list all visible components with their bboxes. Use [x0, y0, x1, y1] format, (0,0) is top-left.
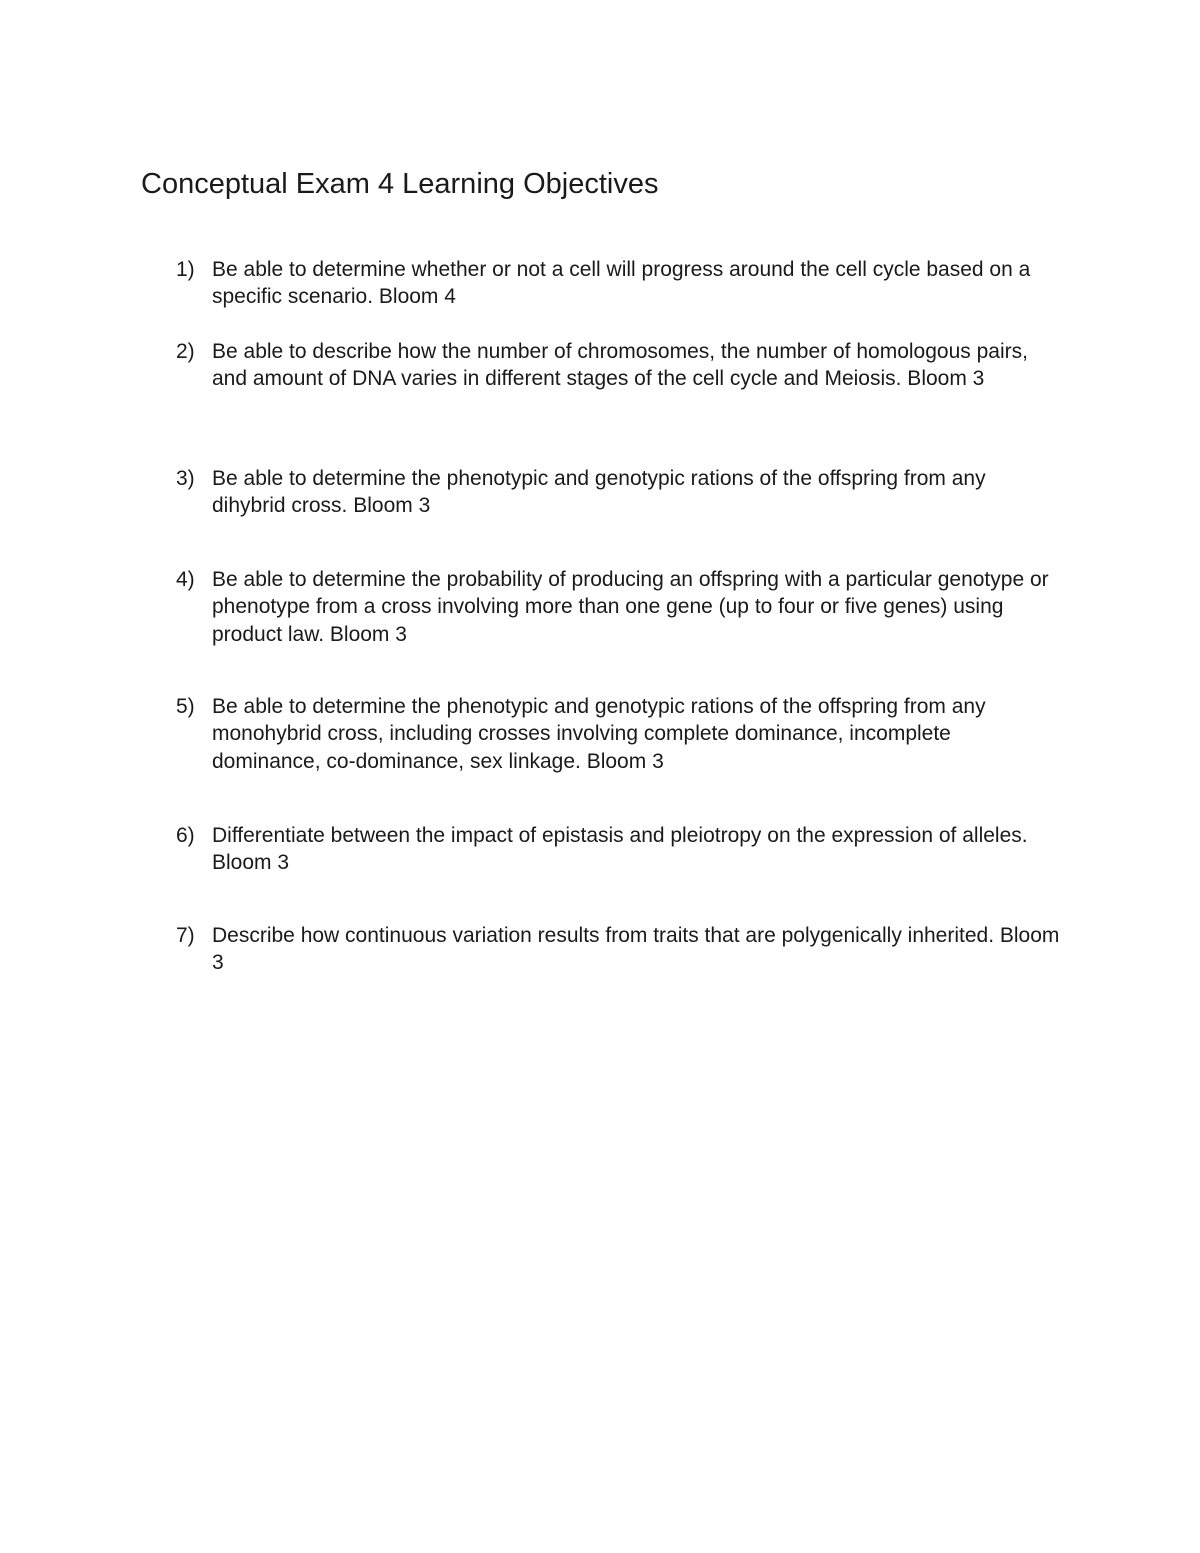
- objective-text: Be able to determine the phenotypic and genotypic rations of the offspring from any dihybrid cross. Bloom 3: [212, 467, 986, 518]
- objective-text: Be able to determine whether or not a cell will progress around the cell cycle based on a specific scenario. Bloom 4: [212, 258, 1031, 309]
- objective-text: Differentiate between the impact of epistasis and pleiotropy on the expression of alleles. Bloom 3: [212, 824, 1028, 875]
- objective-text: Be able to describe how the number of chromosomes, the number of homologous pairs, and amount of DNA varies in different stages of the cell cycle and Meiosis. Bloom 3: [212, 340, 1028, 391]
- objective-item: [176, 465, 1076, 520]
- objective-item: [176, 566, 1076, 648]
- objective-number: 1): [176, 258, 195, 281]
- objective-item: [176, 338, 1076, 393]
- objective-number: 4): [176, 568, 195, 591]
- objective-text: Describe how continuous variation results from traits that are polygenically inherited. Bloom 3: [212, 924, 1060, 975]
- objective-item: [176, 256, 1076, 311]
- objective-number: 3): [176, 467, 195, 490]
- objective-number: 7): [176, 924, 195, 947]
- objective-number: 5): [176, 695, 195, 718]
- objective-number: 6): [176, 824, 195, 847]
- objective-text: Be able to determine the phenotypic and genotypic rations of the offspring from any monohybrid cross, including crosses involving complete dominance, incomplete dominance, co-dominance, sex linkage. Bloom 3: [212, 695, 986, 773]
- page-title: Conceptual Exam 4 Learning Objectives: [141, 168, 659, 200]
- objective-item: [176, 922, 1076, 977]
- objective-item: [176, 822, 1076, 877]
- objective-item: [176, 693, 1076, 775]
- objective-number: 2): [176, 340, 195, 363]
- objective-text: Be able to determine the probability of producing an offspring with a particular genotype or phenotype from a cross involving more than one gene (up to four or five genes) using product law. Bloom 3: [212, 568, 1049, 646]
